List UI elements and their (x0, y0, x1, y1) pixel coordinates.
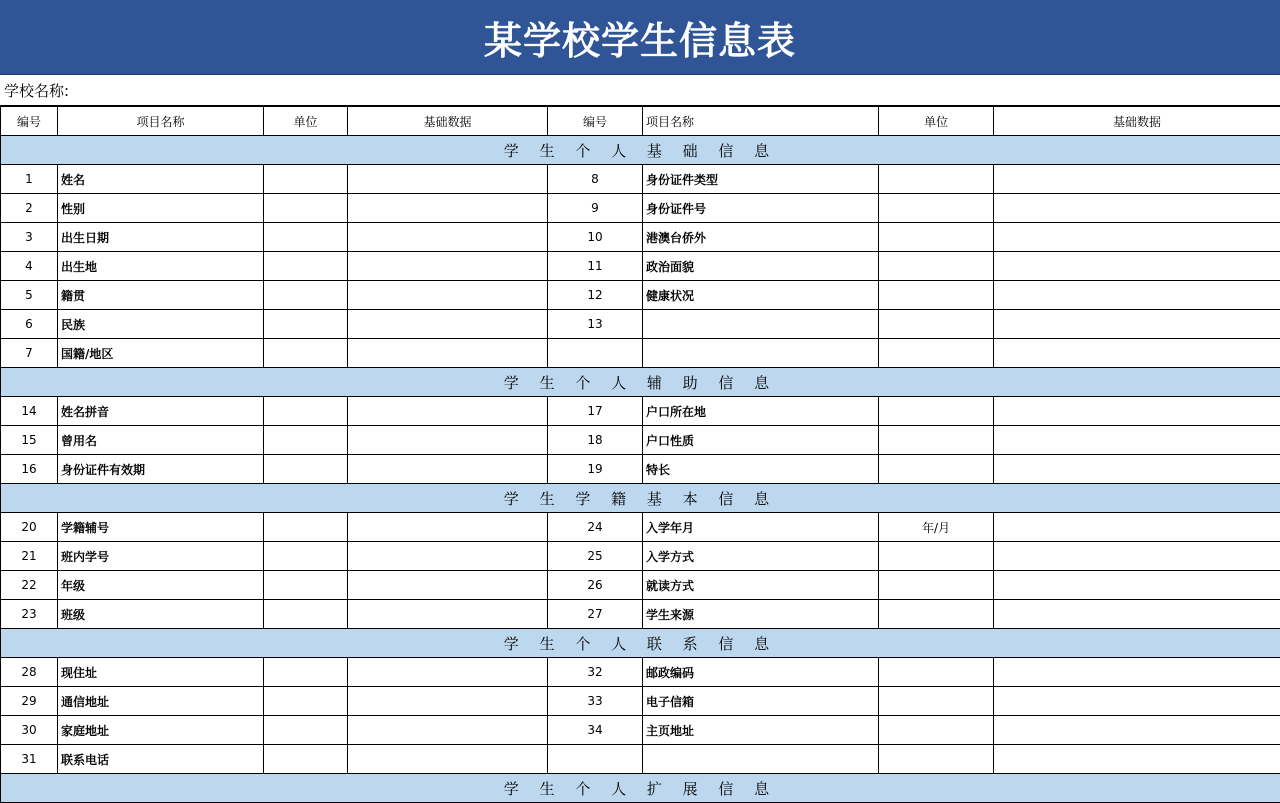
student-info-table (0, 106, 1280, 803)
table-row (1, 397, 1280, 426)
unit-cell[interactable] (264, 194, 348, 223)
data-cell[interactable] (994, 223, 1280, 252)
item-name: 主页地址 (643, 716, 879, 745)
data-cell[interactable] (348, 194, 548, 223)
unit-cell[interactable] (264, 658, 348, 687)
item-name: 户口所在地 (643, 397, 879, 426)
item-number (548, 339, 643, 368)
item-name: 政治面貌 (643, 252, 879, 281)
section-title: 学 生 学 籍 基 本 信 息 (1, 484, 1280, 513)
unit-cell[interactable] (879, 223, 994, 252)
item-number: 21 (1, 542, 58, 571)
item-name (643, 745, 879, 774)
data-cell[interactable] (994, 455, 1280, 484)
unit-cell[interactable] (879, 194, 994, 223)
table-row (1, 542, 1280, 571)
unit-cell[interactable] (879, 426, 994, 455)
item-number: 14 (1, 397, 58, 426)
data-cell[interactable] (348, 281, 548, 310)
section-title: 学 生 个 人 基 础 信 息 (1, 136, 1280, 165)
item-name: 班级 (58, 600, 264, 629)
table-row (1, 281, 1280, 310)
item-name: 身份证件号 (643, 194, 879, 223)
unit-cell[interactable] (264, 426, 348, 455)
unit-cell[interactable] (879, 542, 994, 571)
data-cell[interactable] (994, 339, 1280, 368)
item-name (643, 339, 879, 368)
item-name: 姓名 (58, 165, 264, 194)
data-cell[interactable] (994, 513, 1280, 542)
section-header-row (1, 484, 1280, 513)
data-cell[interactable] (348, 223, 548, 252)
table-row (1, 513, 1280, 542)
item-number: 31 (1, 745, 58, 774)
table-row (1, 658, 1280, 687)
unit-cell[interactable] (264, 252, 348, 281)
item-name: 学生来源 (643, 600, 879, 629)
data-cell[interactable] (994, 165, 1280, 194)
header-cell: 编号 (1, 107, 58, 136)
item-number: 20 (1, 513, 58, 542)
school-name-label[interactable]: 学校名称: (0, 75, 1280, 106)
table-row (1, 426, 1280, 455)
item-name: 联系电话 (58, 745, 264, 774)
item-number: 25 (548, 542, 643, 571)
item-name: 电子信箱 (643, 687, 879, 716)
table-row (1, 194, 1280, 223)
data-cell[interactable] (994, 687, 1280, 716)
data-cell[interactable] (348, 252, 548, 281)
item-name: 国籍/地区 (58, 339, 264, 368)
section-header-row (1, 774, 1280, 803)
section-title: 学 生 个 人 扩 展 信 息 (1, 774, 1280, 803)
unit-cell[interactable] (264, 455, 348, 484)
item-number: 9 (548, 194, 643, 223)
unit-cell[interactable] (879, 716, 994, 745)
table-row (1, 745, 1280, 774)
unit-cell[interactable] (879, 455, 994, 484)
unit-cell[interactable] (264, 165, 348, 194)
data-cell[interactable] (348, 397, 548, 426)
unit-cell[interactable] (879, 600, 994, 629)
data-cell[interactable] (994, 252, 1280, 281)
header-cell: 基础数据 (348, 107, 548, 136)
item-number: 23 (1, 600, 58, 629)
item-number: 22 (1, 571, 58, 600)
unit-cell[interactable] (264, 223, 348, 252)
item-number: 6 (1, 310, 58, 339)
item-number: 11 (548, 252, 643, 281)
data-cell[interactable] (348, 571, 548, 600)
item-name: 户口性质 (643, 426, 879, 455)
header-cell: 单位 (264, 107, 348, 136)
item-number: 15 (1, 426, 58, 455)
item-number: 5 (1, 281, 58, 310)
header-cell: 编号 (548, 107, 643, 136)
table-row (1, 600, 1280, 629)
data-cell[interactable] (348, 339, 548, 368)
unit-cell[interactable] (264, 281, 348, 310)
unit-cell[interactable] (264, 600, 348, 629)
item-name: 身份证件类型 (643, 165, 879, 194)
section-header-row (1, 368, 1280, 397)
item-number (548, 745, 643, 774)
unit-cell[interactable] (264, 687, 348, 716)
unit-cell[interactable] (264, 745, 348, 774)
table-row (1, 716, 1280, 745)
item-name: 就读方式 (643, 571, 879, 600)
data-cell[interactable] (994, 426, 1280, 455)
unit-cell[interactable] (879, 745, 994, 774)
item-name: 性别 (58, 194, 264, 223)
unit-cell[interactable] (264, 397, 348, 426)
data-cell[interactable] (994, 600, 1280, 629)
item-number: 17 (548, 397, 643, 426)
unit-cell[interactable] (879, 687, 994, 716)
data-cell[interactable] (348, 542, 548, 571)
unit-cell[interactable] (879, 310, 994, 339)
unit-cell[interactable] (879, 252, 994, 281)
section-title: 学 生 个 人 联 系 信 息 (1, 629, 1280, 658)
unit-cell[interactable] (264, 339, 348, 368)
item-number: 27 (548, 600, 643, 629)
item-name: 出生日期 (58, 223, 264, 252)
unit-cell[interactable] (879, 281, 994, 310)
data-cell[interactable] (994, 745, 1280, 774)
unit-cell[interactable] (264, 542, 348, 571)
item-name: 现住址 (58, 658, 264, 687)
item-number: 26 (548, 571, 643, 600)
unit-cell[interactable] (264, 310, 348, 339)
item-name: 健康状况 (643, 281, 879, 310)
data-cell[interactable] (994, 571, 1280, 600)
item-number: 29 (1, 687, 58, 716)
item-name: 特长 (643, 455, 879, 484)
item-name: 邮政编码 (643, 658, 879, 687)
data-cell[interactable] (994, 658, 1280, 687)
item-name: 入学方式 (643, 542, 879, 571)
unit-cell[interactable] (879, 165, 994, 194)
item-name: 姓名拼音 (58, 397, 264, 426)
data-cell[interactable] (994, 397, 1280, 426)
item-number: 18 (548, 426, 643, 455)
item-name: 入学年月 (643, 513, 879, 542)
data-cell[interactable] (348, 310, 548, 339)
section-header-row (1, 629, 1280, 658)
item-number: 10 (548, 223, 643, 252)
item-number: 13 (548, 310, 643, 339)
data-cell[interactable] (994, 281, 1280, 310)
table-row (1, 252, 1280, 281)
data-cell[interactable] (994, 716, 1280, 745)
item-name: 家庭地址 (58, 716, 264, 745)
data-cell[interactable] (348, 716, 548, 745)
item-name (643, 310, 879, 339)
section-title: 学 生 个 人 辅 助 信 息 (1, 368, 1280, 397)
item-number: 33 (548, 687, 643, 716)
table-row (1, 455, 1280, 484)
item-number: 2 (1, 194, 58, 223)
item-number: 19 (548, 455, 643, 484)
table-row (1, 223, 1280, 252)
table-row (1, 687, 1280, 716)
item-number: 7 (1, 339, 58, 368)
item-name: 身份证件有效期 (58, 455, 264, 484)
item-number: 3 (1, 223, 58, 252)
data-cell[interactable] (348, 658, 548, 687)
unit-cell[interactable] (264, 513, 348, 542)
item-name: 通信地址 (58, 687, 264, 716)
item-number: 24 (548, 513, 643, 542)
item-name: 港澳台侨外 (643, 223, 879, 252)
item-name: 曾用名 (58, 426, 264, 455)
data-cell[interactable] (348, 165, 548, 194)
data-cell[interactable] (348, 600, 548, 629)
unit-cell[interactable] (879, 571, 994, 600)
item-number: 4 (1, 252, 58, 281)
data-cell[interactable] (348, 426, 548, 455)
table-header-row (1, 107, 1280, 136)
item-number: 28 (1, 658, 58, 687)
item-name: 班内学号 (58, 542, 264, 571)
item-name: 民族 (58, 310, 264, 339)
data-cell[interactable] (994, 194, 1280, 223)
unit-cell[interactable] (264, 571, 348, 600)
header-cell: 项目名称 (58, 107, 264, 136)
item-number: 16 (1, 455, 58, 484)
item-number: 12 (548, 281, 643, 310)
item-name: 年级 (58, 571, 264, 600)
header-cell: 基础数据 (994, 107, 1280, 136)
item-name: 籍贯 (58, 281, 264, 310)
data-cell[interactable] (348, 745, 548, 774)
data-cell[interactable] (994, 542, 1280, 571)
header-cell: 单位 (879, 107, 994, 136)
table-row (1, 310, 1280, 339)
item-number: 30 (1, 716, 58, 745)
unit-cell[interactable] (264, 716, 348, 745)
unit-cell[interactable] (879, 658, 994, 687)
item-number: 32 (548, 658, 643, 687)
table-row (1, 571, 1280, 600)
item-number: 8 (548, 165, 643, 194)
item-name: 学籍辅号 (58, 513, 264, 542)
data-cell[interactable] (348, 455, 548, 484)
data-cell[interactable] (348, 687, 548, 716)
table-row (1, 165, 1280, 194)
table-row (1, 339, 1280, 368)
item-number: 1 (1, 165, 58, 194)
data-cell[interactable] (348, 513, 548, 542)
unit-cell[interactable] (879, 397, 994, 426)
sheet-title: 某学校学生信息表 (0, 0, 1280, 75)
header-cell: 项目名称 (643, 107, 879, 136)
unit-cell[interactable]: 年/月 (879, 513, 994, 542)
section-header-row (1, 136, 1280, 165)
item-name: 出生地 (58, 252, 264, 281)
unit-cell[interactable] (879, 339, 994, 368)
item-number: 34 (548, 716, 643, 745)
data-cell[interactable] (994, 310, 1280, 339)
